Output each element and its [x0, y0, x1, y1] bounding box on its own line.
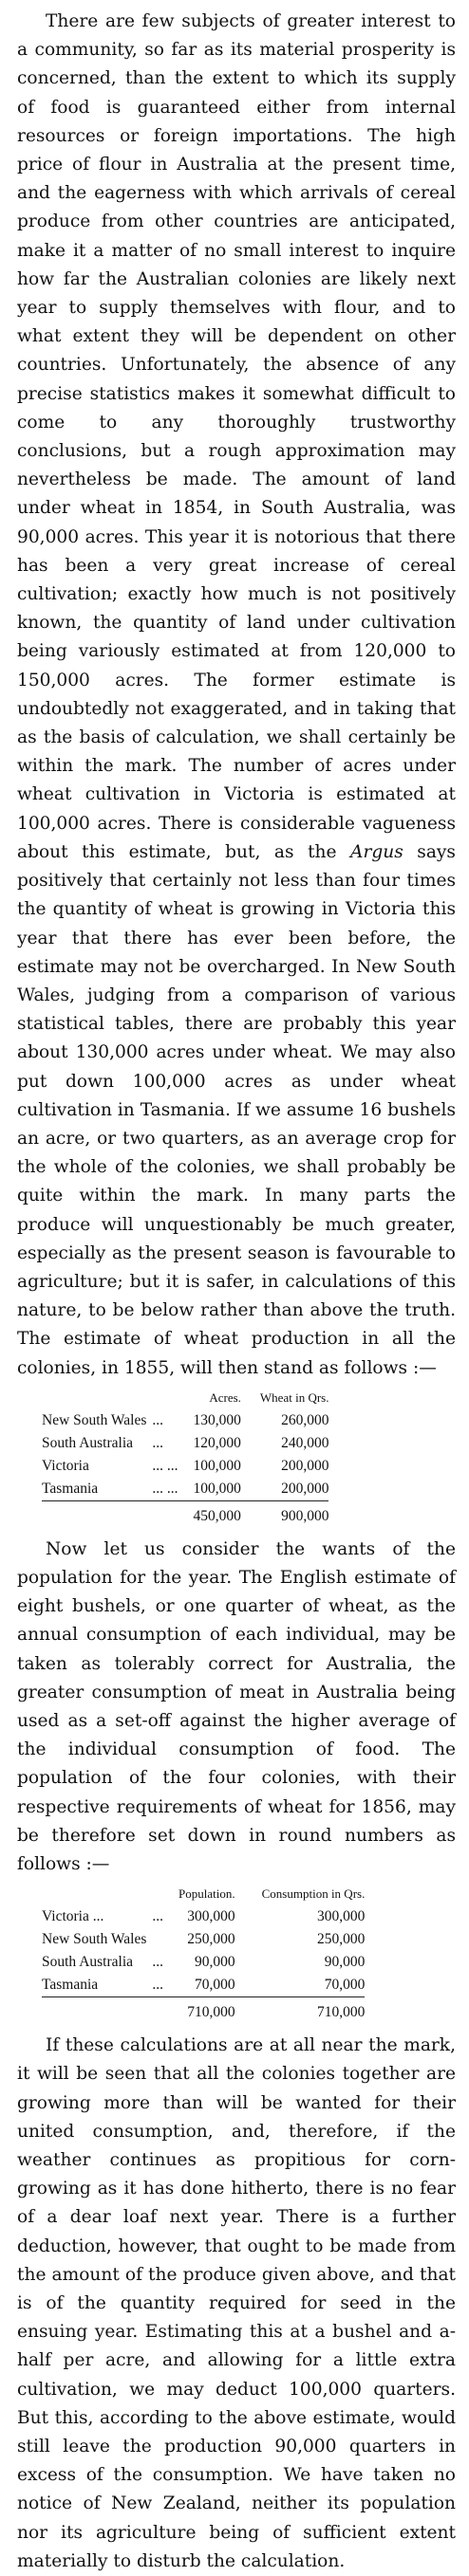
table-row: New South Wales ... 130,000 260,000	[42, 1411, 329, 1428]
wheat-production-table	[42, 1387, 328, 1528]
total-population: 710,000	[167, 1997, 235, 2025]
table-row: South Australia ... 90,000 90,000	[42, 1954, 366, 1971]
total-acres: 450,000	[182, 1500, 241, 1528]
table-row: New South Wales 250,000 250,000	[42, 1931, 366, 1948]
table-row: Victoria ... ... 100,000 200,000	[42, 1457, 329, 1474]
population-table-total	[42, 1997, 365, 2025]
paragraph-2: Now let us consider the wants of the population for the year. The English estimate of eight bushels, or one quarter of wheat, as the annual consumption of each individual, may be taken as tolerably correct for Australia, the greater consumption of meat in Australia being used as a set-off against the higher average of the individual consumption of food. The population of the four colonies, with their respective requirements of wheat for 1856, may be therefore set down in round numbers as follows :—	[17, 1538, 456, 1874]
total-wheat: 900,000	[241, 1500, 329, 1528]
header-population: Population.	[178, 1886, 235, 1902]
wheat-table-header	[42, 1387, 328, 1409]
paragraph-1	[17, 8, 456, 1383]
total-consumption: 710,000	[235, 1997, 366, 2025]
table-row: Victoria ... ... 300,000 300,000	[42, 1908, 366, 1925]
table-row: Tasmania ... 70,000 70,000	[42, 1977, 366, 1994]
paragraph-3: If these calculations are at all near the mark, it will be seen that all the colonies together are growing more than will be wanted for their united consumption, and, therefore, if the weather continues as propitious for corn-growing as it has done hitherto, there is no fear of a dear loaf next year. There is a further deduction, however, that ought to be made from the amount of the produce given above, and that is of the quantity required for seed in the ensuing year. Estimating this at a bushel and a-half per acre, and allowing for a little extra cultivation, we may deduct 100,000 quarters. But this, according to the above estimate, would still leave the production 90,000 quarters in excess of the consumption. We have taken no notice of New Zealand, neither its population nor its agriculture being of sufficient extent materially to disturb the calculation.	[17, 2035, 456, 2571]
argus-italic: Argus	[350, 841, 403, 862]
paragraph-1-text: There are few subjects of greater interest to a community, so far as its material prosperity is concerned, than the extent to which its supply of food is guaranteed either from internal resources or foreign importations. The high price of flour in Australia at the present time, and the eagerness with which arrivals of cereal produce from other countries are anticipated, make it a matter of no small interest to inquire how far the Australian colonies are likely next year to supply themselves with flour, and to what extent they will be dependent on other countries. Unfortunately, the absence of any precise statistics makes it somewhat difficult to come to any thoroughly trustworthy conclusions, but a rough approximation may nevertheless be made. The amount of land under wheat in 1854, in South Australia, was 90,000 acres. This year it is notorious that there has been a very great increase of cereal cultivation; exactly how much is not positively known, the quantity of land under cultivation being variously estimated at from 120,000 to 150,000 acres. The former estimate is undoubtedly not exaggerated, and in taking that as the basis of calculation, we shall certainly be within the mark. The number of acres under wheat cultivation in Victoria is estimated at 100,000 acres. There is considerable vagueness about this estimate, but, as the	[17, 11, 456, 862]
paragraph-1-continued: says positively that certainly not less than four times the quantity of wheat is growing in Victoria this year that there has ever been before, the estimate may not be overcharged. In New South Wales, judging from a comparison of various statistical tables, there are probably this year about 130,000 acres under wheat. We may also put down 100,000 acres as under wheat cultivation in Tasmania. If we assume 16 bushels an acre, or two quarters, as an average crop for the whole of the colonies, we shall probably be quite within the mark. In many parts the produce will unquestionably be much greater, especially as the present season is favourable to agriculture; but it is safer, in calculations of this nature, to be below rather than above the truth. The estimate of wheat production in all the colonies, in 1855, will then stand as follows :—	[17, 841, 456, 1378]
population-table-header	[42, 1883, 365, 1905]
header-acres: Acres.	[209, 1389, 241, 1405]
table-row: Tasmania ... ... 100,000 200,000	[42, 1480, 329, 1497]
header-consumption: Consumption in Qrs.	[261, 1886, 366, 1902]
population-table	[42, 1883, 365, 2024]
wheat-table-total	[42, 1500, 328, 1528]
table-row: South Australia ... 120,000 240,000	[42, 1434, 329, 1451]
header-wheat: Wheat in Qrs.	[259, 1389, 329, 1405]
